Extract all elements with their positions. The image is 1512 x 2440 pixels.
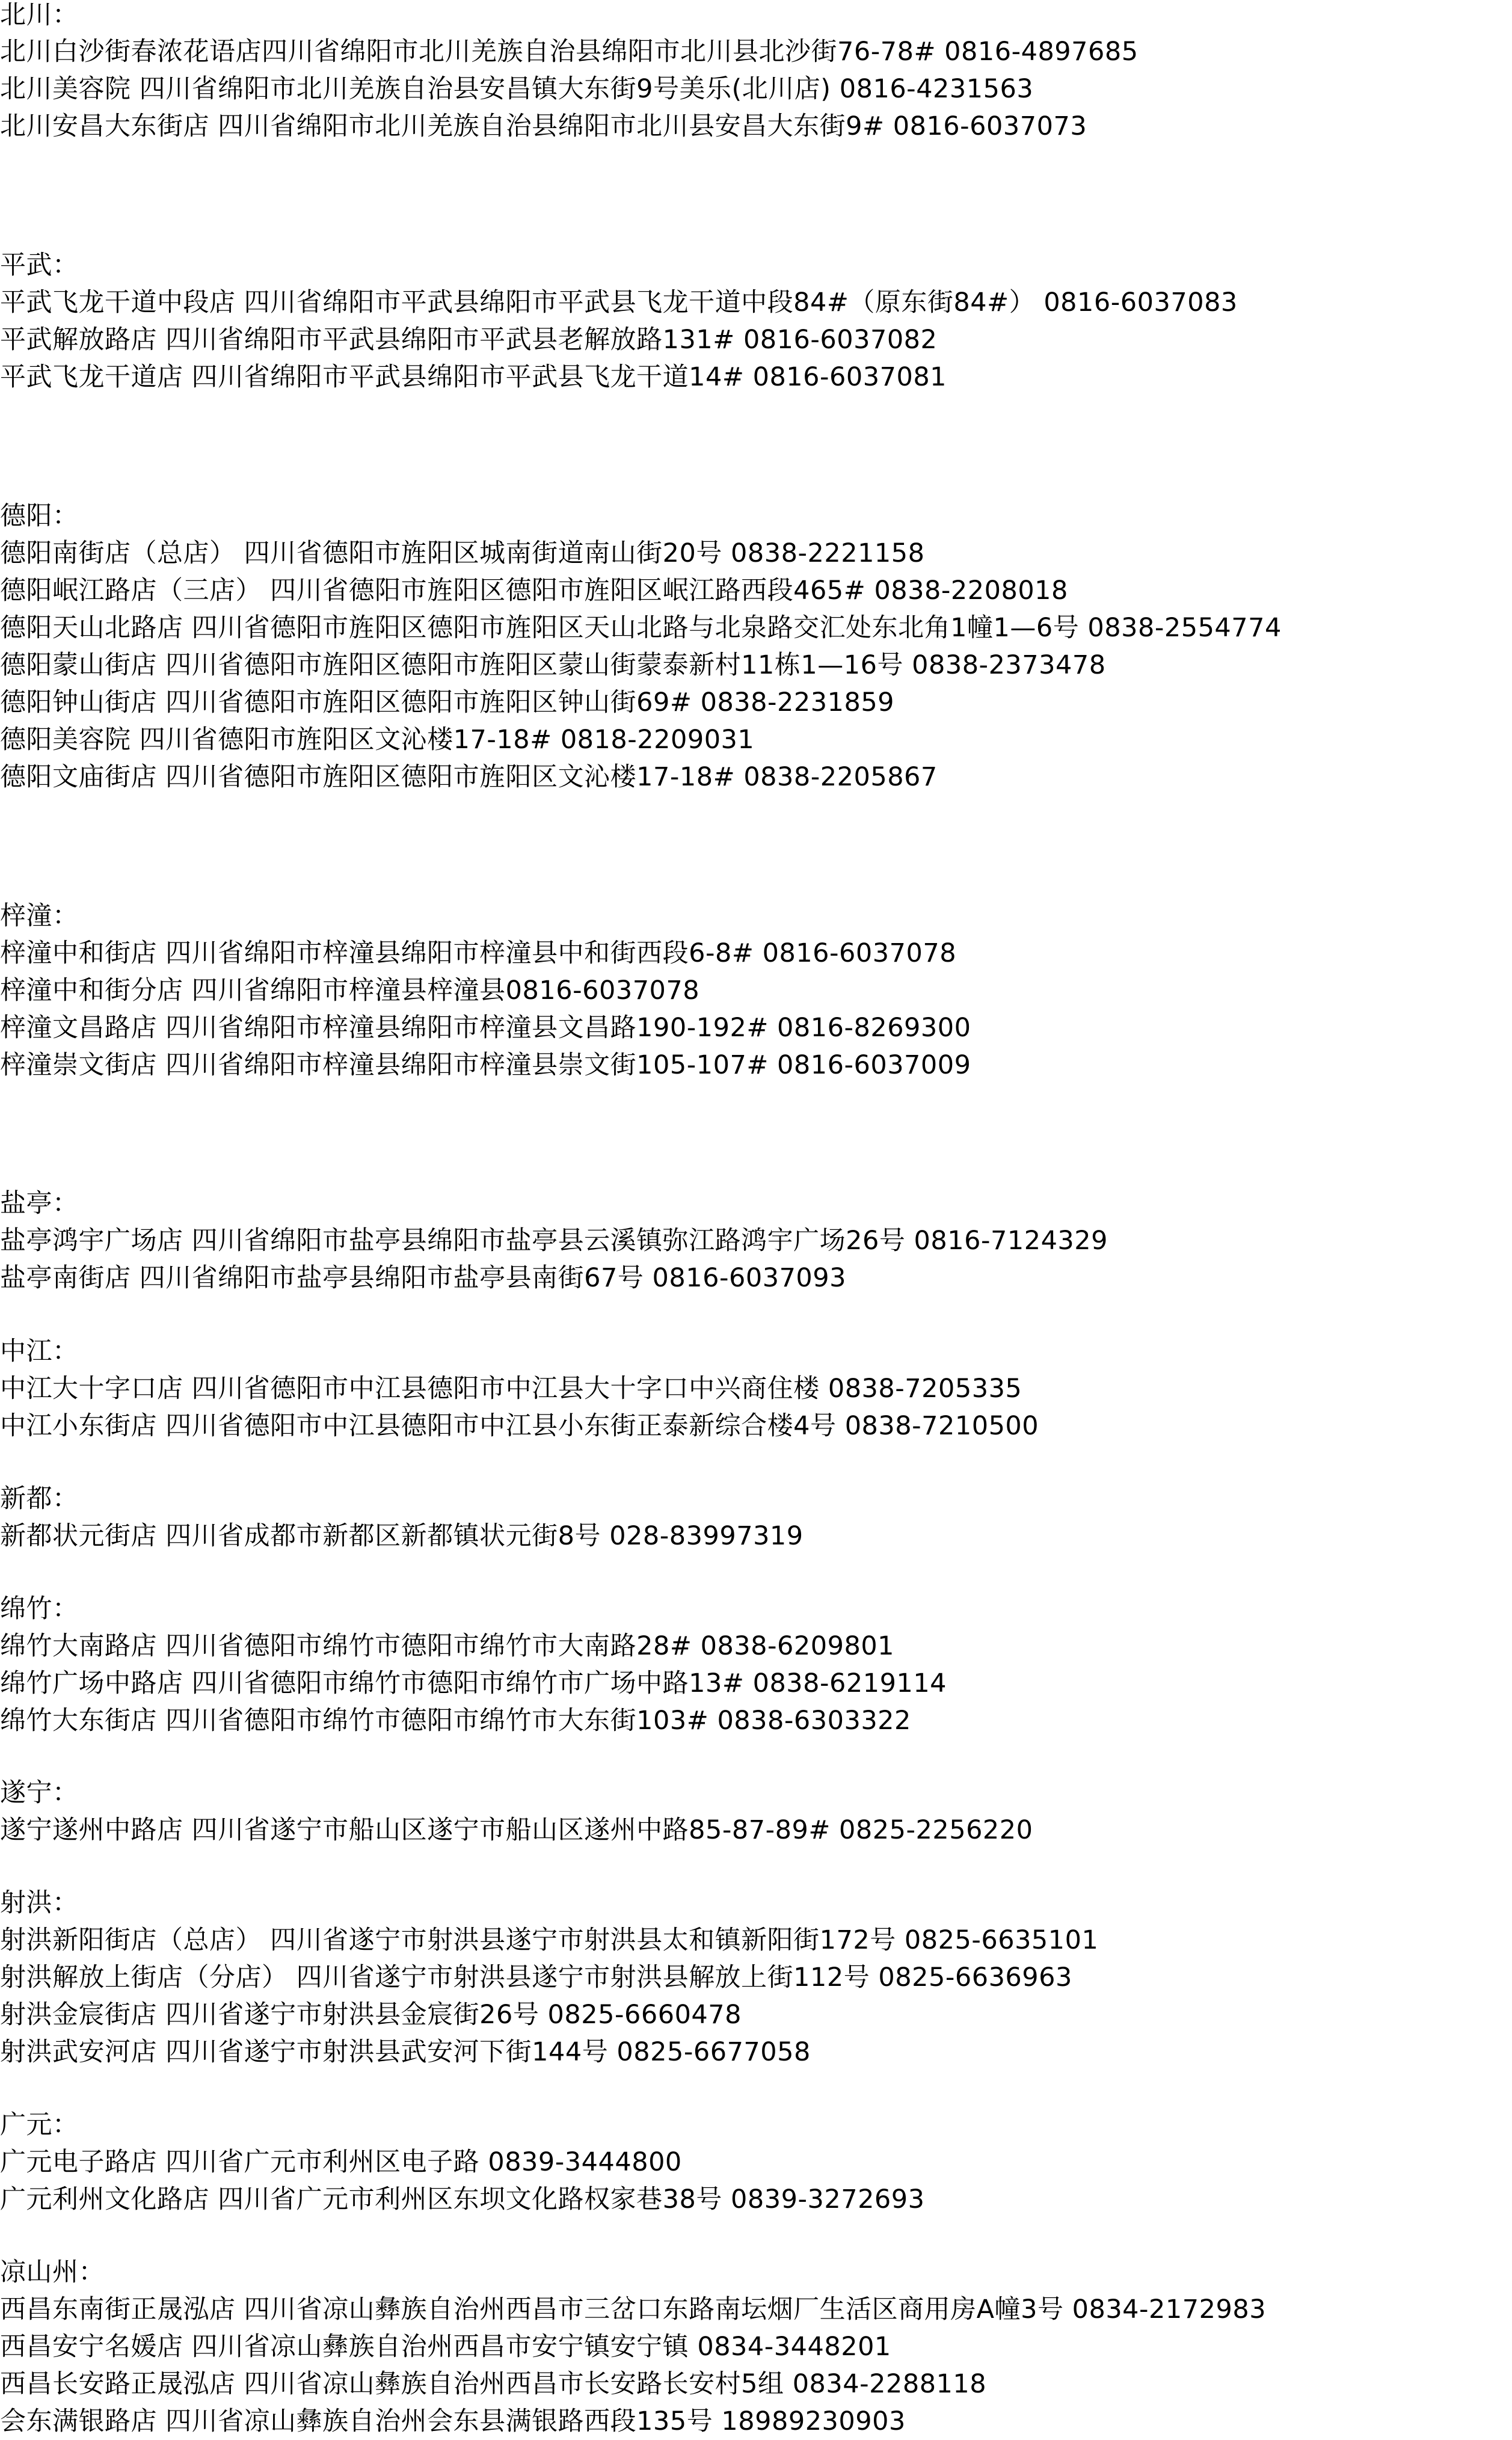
store-entry: 德阳蒙山街店 四川省德阳市旌阳区德阳市旌阳区蒙山街蒙泰新村11栋1—16号 0838-2373478 xyxy=(0,650,1106,680)
store-entry: 北川安昌大东街店 四川省绵阳市北川羌族自治县绵阳市北川县安昌大东街9# 0816-6037073 xyxy=(0,111,1087,141)
store-entry: 射洪金宸街店 四川省遂宁市射洪县金宸街26号 0825-6660478 xyxy=(0,2000,742,2030)
store-entry: 中江大十字口店 四川省德阳市中江县德阳市中江县大十字口中兴商住楼 0838-7205335 xyxy=(0,1374,1022,1404)
store-entry: 西昌长安路正晟泓店 四川省凉山彝族自治州西昌市长安路长安村5组 0834-2288118 xyxy=(0,2369,987,2399)
region-heading: 中江： xyxy=(0,1336,79,1366)
store-entry: 德阳天山北路店 四川省德阳市旌阳区德阳市旌阳区天山北路与北泉路交汇处东北角1幢1—6号 0838-2554774 xyxy=(0,613,1282,643)
store-entry: 绵竹广场中路店 四川省德阳市绵竹市德阳市绵竹市广场中路13# 0838-6219114 xyxy=(0,1668,947,1698)
store-entry: 广元电子路店 四川省广元市利州区电子路 0839-3444800 xyxy=(0,2147,682,2177)
store-entry: 梓潼崇文街店 四川省绵阳市梓潼县绵阳市梓潼县崇文街105-107# 0816-6037009 xyxy=(0,1050,971,1080)
store-entry: 绵竹大南路店 四川省德阳市绵竹市德阳市绵竹市大南路28# 0838-6209801 xyxy=(0,1631,895,1661)
store-entry: 中江小东街店 四川省德阳市中江县德阳市中江县小东街正泰新综合楼4号 0838-7210500 xyxy=(0,1411,1039,1441)
store-entry: 射洪新阳街店（总店） 四川省遂宁市射洪县遂宁市射洪县太和镇新阳街172号 0825-6635101 xyxy=(0,1925,1099,1955)
store-entry: 射洪解放上街店（分店） 四川省遂宁市射洪县遂宁市射洪县解放上街112号 0825-6636963 xyxy=(0,1962,1072,1993)
store-entry: 平武飞龙干道店 四川省绵阳市平武县绵阳市平武县飞龙干道14# 0816-6037081 xyxy=(0,362,947,392)
store-entry: 梓潼中和街店 四川省绵阳市梓潼县绵阳市梓潼县中和街西段6-8# 0816-6037078 xyxy=(0,938,957,968)
region-heading: 广元： xyxy=(0,2110,79,2140)
region-heading: 射洪： xyxy=(0,1888,79,1918)
region-heading: 德阳： xyxy=(0,501,79,531)
store-entry: 德阳钟山街店 四川省德阳市旌阳区德阳市旌阳区钟山街69# 0838-2231859 xyxy=(0,687,895,718)
store-entry: 绵竹大东街店 四川省德阳市绵竹市德阳市绵竹市大东街103# 0838-6303322 xyxy=(0,1706,911,1736)
region-heading: 梓潼： xyxy=(0,901,79,931)
store-entry: 梓潼中和街分店 四川省绵阳市梓潼县梓潼县0816-6037078 xyxy=(0,976,700,1006)
store-entry: 德阳文庙街店 四川省德阳市旌阳区德阳市旌阳区文沁楼17-18# 0838-2205867 xyxy=(0,762,938,792)
region-heading: 平武： xyxy=(0,250,79,280)
region-heading: 新都： xyxy=(0,1484,79,1514)
store-entry: 盐亭鸿宇广场店 四川省绵阳市盐亭县绵阳市盐亭县云溪镇弥江路鸿宇广场26号 0816-7124329 xyxy=(0,1226,1108,1256)
store-entry: 德阳美容院 四川省德阳市旌阳区文沁楼17-18# 0818-2209031 xyxy=(0,725,755,755)
store-entry: 遂宁遂州中路店 四川省遂宁市船山区遂宁市船山区遂州中路85-87-89# 0825-2256220 xyxy=(0,1815,1033,1845)
region-heading: 凉山州： xyxy=(0,2257,105,2287)
store-entry: 德阳岷江路店（三店） 四川省德阳市旌阳区德阳市旌阳区岷江路西段465# 0838-2208018 xyxy=(0,576,1068,606)
store-entry: 新都状元街店 四川省成都市新都区新都镇状元街8号 028-83997319 xyxy=(0,1521,804,1551)
store-entry: 北川白沙街春浓花语店四川省绵阳市北川羌族自治县绵阳市北川县北沙街76-78# 0816-4897685 xyxy=(0,37,1139,67)
region-heading: 盐亭： xyxy=(0,1188,79,1218)
store-entry: 盐亭南街店 四川省绵阳市盐亭县绵阳市盐亭县南街67号 0816-6037093 xyxy=(0,1263,847,1293)
store-entry: 平武解放路店 四川省绵阳市平武县绵阳市平武县老解放路131# 0816-6037082 xyxy=(0,325,938,355)
store-entry: 广元利州文化路店 四川省广元市利州区东坝文化路权家巷38号 0839-3272693 xyxy=(0,2184,925,2214)
store-entry: 会东满银路店 四川省凉山彝族自治州会东县满银路西段135号 18989230903 xyxy=(0,2406,906,2436)
store-entry: 射洪武安河店 四川省遂宁市射洪县武安河下街144号 0825-6677058 xyxy=(0,2037,811,2067)
store-entry: 北川美容院 四川省绵阳市北川羌族自治县安昌镇大东街9号美乐(北川店) 0816-4231563 xyxy=(0,74,1034,104)
store-entry: 西昌安宁名媛店 四川省凉山彝族自治州西昌市安宁镇安宁镇 0834-3448201 xyxy=(0,2332,891,2362)
store-entry: 德阳南街店（总店） 四川省德阳市旌阳区城南街道南山街20号 0838-2221158 xyxy=(0,538,925,568)
region-heading: 绵竹： xyxy=(0,1594,79,1624)
store-entry: 西昌东南街正晟泓店 四川省凉山彝族自治州西昌市三岔口东路南坛烟厂生活区商用房A幢3号 0834-2172983 xyxy=(0,2294,1267,2325)
region-heading: 北川： xyxy=(0,0,79,30)
region-heading: 遂宁： xyxy=(0,1778,79,1808)
store-entry: 梓潼文昌路店 四川省绵阳市梓潼县绵阳市梓潼县文昌路190-192# 0816-8269300 xyxy=(0,1013,971,1043)
store-entry: 平武飞龙干道中段店 四川省绵阳市平武县绵阳市平武县飞龙干道中段84#（原东街84#） 0816-6037083 xyxy=(0,287,1238,318)
